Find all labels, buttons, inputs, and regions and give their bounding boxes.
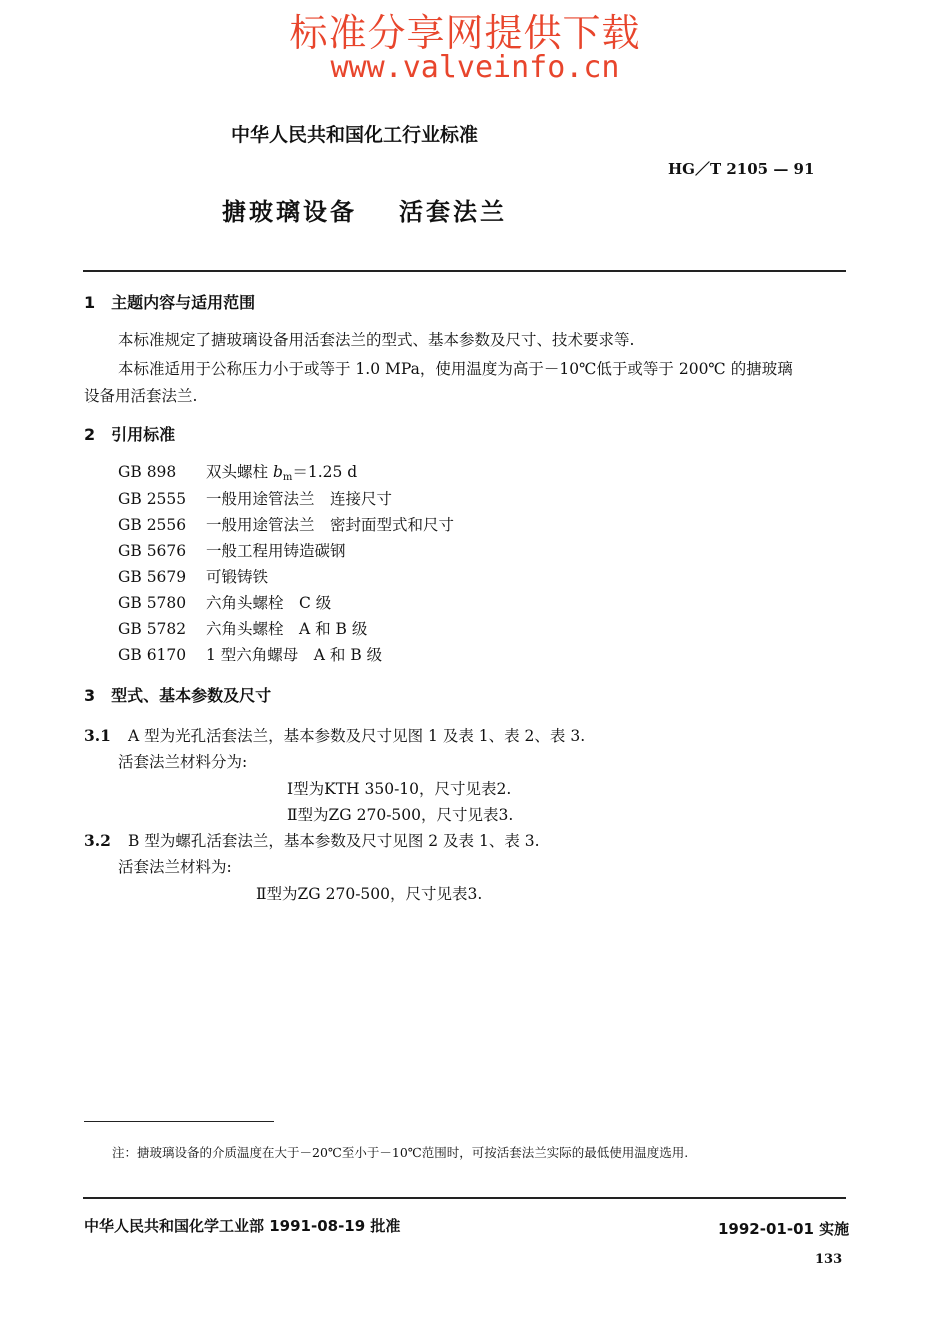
formula-value: ＝1.25 d [292,463,358,481]
section-3-heading: 3 型式、基本参数及尺寸 [84,686,272,705]
reference-code: GB 898 [118,463,177,481]
clause-number: 3.2 [84,831,111,850]
standard-organization: 中华人民共和国化工行业标准 [231,124,479,146]
reference-name: 一般用途管法兰 连接尺寸 [206,490,393,508]
page-number: 133 [815,1252,843,1267]
clause-3-2 [84,829,540,851]
clause-3-2-type-2: Ⅱ型为ZG 270-500，尺寸见表3. [256,885,483,903]
reference-item [118,643,382,665]
reference-name: 一般用途管法兰 密封面型式和尺寸 [206,516,455,534]
title-part-1: 搪玻璃设备 [222,198,357,226]
section-1-para-2-line-2: 设备用活套法兰. [84,387,198,405]
reference-name: 一般工程用铸造碳钢 [206,542,346,560]
reference-code: GB 5676 [118,542,187,560]
watermark-url: www.valveinfo.cn [330,50,620,85]
reference-item [118,617,367,639]
title-part-2: 活套法兰 [399,198,507,226]
footnote: 注：搪玻璃设备的介质温度在大于－20℃至小于－10℃范围时，可按活套法兰实际的最低使用温度选用. [112,1145,689,1160]
reference-name: 双头螺柱 [206,463,273,481]
formula-variable: b [272,463,283,481]
header-divider [83,270,846,272]
reference-item [118,591,331,613]
clause-3-1-type-2: Ⅱ型为ZG 270-500，尺寸见表3. [287,806,514,824]
reference-item [118,513,454,535]
reference-code: GB 2556 [118,516,187,534]
reference-name: 六角头螺栓 C 级 [206,594,332,612]
document-title [222,192,507,227]
reference-item [118,565,268,587]
clause-number: 3.1 [84,726,111,745]
effective-date: 1992-01-01 实施 [718,1220,850,1238]
approval-line: 中华人民共和国化学工业部 1991-08-19 批准 [84,1217,401,1235]
section-1-heading: 1 主题内容与适用范围 [84,293,256,312]
footnote-divider [84,1121,274,1122]
clause-3-1 [84,724,585,746]
section-1-para-1: 本标准规定了搪玻璃设备用活套法兰的型式、基本参数及尺寸、技术要求等. [118,331,635,349]
reference-name: 1 型六角螺母 A 和 B 级 [206,646,383,664]
reference-item [118,539,346,561]
clause-text: B 型为螺孔活套法兰，基本参数及尺寸见图 2 及表 1、表 3. [128,832,540,850]
clause-3-1-material-intro: 活套法兰材料分为: [118,753,248,771]
watermark-title: 标准分享网提供下载 [289,11,641,55]
clause-3-2-material-intro: 活套法兰材料为: [118,858,232,876]
clause-3-1-type-1: Ⅰ型为KTH 350-10，尺寸见表2. [287,780,512,798]
reference-code: GB 5780 [118,594,187,612]
reference-item [118,487,392,509]
clause-text: A 型为光孔活套法兰，基本参数及尺寸见图 1 及表 1、表 2、表 3. [128,727,586,745]
standard-code: HG／T 2105 — 91 [668,160,815,178]
reference-name: 可锻铸铁 [206,568,269,586]
reference-code: GB 5679 [118,568,187,586]
reference-code: GB 5782 [118,620,187,638]
reference-item [118,460,357,483]
footer-divider [83,1197,846,1199]
reference-code: GB 6170 [118,646,187,664]
formula-subscript: m [282,472,293,483]
reference-code: GB 2555 [118,490,187,508]
section-2-heading: 2 引用标准 [84,425,176,444]
reference-name: 六角头螺栓 A 和 B 级 [206,620,368,638]
section-1-para-2-line-1: 本标准适用于公称压力小于或等于 1.0 MPa，使用温度为高于－10℃低于或等于 200℃ 的搪玻璃 [118,360,793,378]
